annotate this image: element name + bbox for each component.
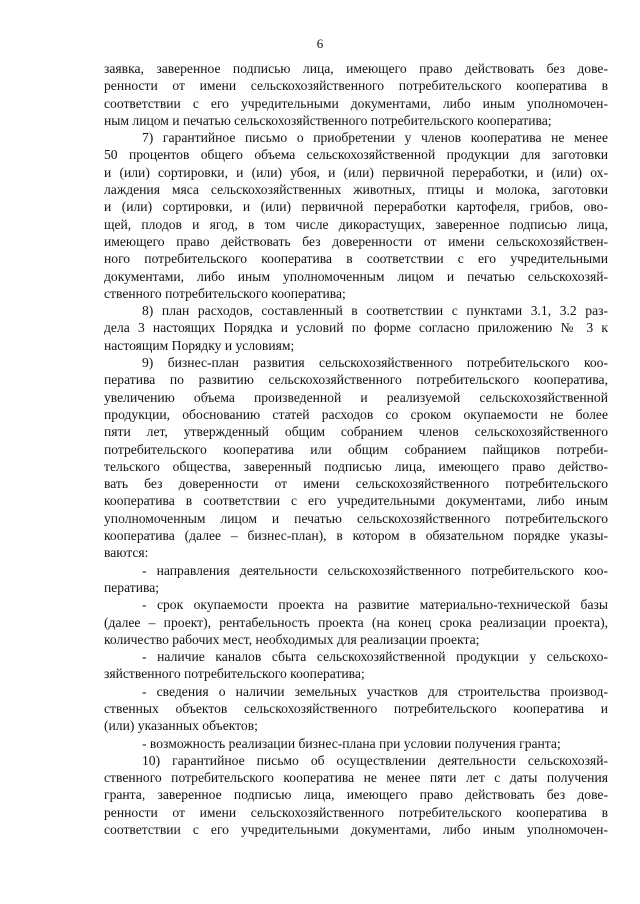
text-line: заявка, заверенное подписью лица, имеющего право действовать без дове-: [104, 61, 608, 76]
text-line: ственного потребительского кооператива;: [104, 285, 346, 301]
text-line: дела 3 настоящих Порядка и условий по форме согласно приложению № 3 к: [104, 320, 608, 336]
text-line: гранта, заверенное подписью лица, имеющего право действовать без дове-: [104, 787, 608, 803]
text-line: увеличению объема произведенной и реализуемой сельскохозяйственной: [104, 389, 608, 405]
text-line: - наличие каналов сбыта сельскохозяйственной продукции у сельскохо-: [142, 649, 608, 665]
text-line: 9) бизнес-план развития сельскохозяйственного потребительского коо-: [142, 355, 608, 371]
text-line: щей, плодов и ягод, в том числе дикорастущих, заверенное подписью лица,: [104, 216, 608, 232]
text-line: ператива;: [104, 579, 160, 595]
text-line: ваются:: [104, 545, 149, 561]
text-line: ственного потребительского кооператива не менее пяти лет с даты получения: [104, 770, 608, 786]
text-line: ператива по развитию сельскохозяйственного потребительского кооператива,: [104, 372, 608, 388]
text-line: зяйственного потребительского кооператива;: [104, 666, 365, 682]
text-line: ного потребительского кооператива в соответствии с его учредительными: [104, 251, 608, 267]
text-line: ным лицом и печатью сельскохозяйственного потребительского кооператива;: [104, 112, 552, 128]
text-line: уполномоченным лицом и печатью сельскохозяйственного потребительского: [104, 510, 608, 526]
text-line: соответствии с его учредительными документами, либо иным уполномочен-: [104, 95, 608, 111]
text-line: лаждения мяса сельскохозяйственных животных, птицы и молока, заготовки: [104, 182, 608, 198]
text-line: 7) гарантийное письмо о приобретении у членов кооператива не менее: [142, 130, 608, 146]
text-line: - направления деятельности сельскохозяйственного потребительского коо-: [142, 562, 608, 578]
text-line: количество рабочих мест, необходимых для реализации проекта;: [104, 631, 480, 647]
text-line: тельского общества, заверенный подписью лица, имеющего право действо-: [104, 458, 608, 474]
text-line: соответствии с его учредительными документами, либо иным уполномочен-: [104, 822, 608, 838]
text-line: (далее – проект), рентабельность проекта (на конец срока реализации проекта),: [104, 614, 608, 630]
text-line: ренности от имени сельскохозяйственного потребительского кооператива в: [104, 78, 608, 94]
text-line: кооператива (далее – бизнес-план), в котором в обязательном порядке указы-: [104, 528, 608, 544]
text-line: и (или) сортировки, и (или) убоя, и (или) первичной переработки, и (или) ох-: [104, 164, 608, 180]
text-line: ственных объектов сельскохозяйственного потребительского кооператива и: [104, 700, 608, 716]
text-line: вать без доверенности от имени сельскохозяйственного потребительского: [104, 476, 608, 492]
page-number: 6: [316, 36, 324, 51]
text-line: настоящим Порядку и условиям;: [104, 337, 295, 353]
text-line: потребительского кооператива или общим собранием пайщиков потреби-: [104, 441, 608, 457]
text-line: - сведения о наличии земельных участков для строительства производ-: [142, 683, 608, 699]
text-line: - срок окупаемости проекта на развитие материально-технической базы: [142, 597, 608, 613]
text-line: пяти лет, утвержденный общим собранием членов сельскохозяйственного: [104, 424, 608, 440]
text-line: кооператива в соответствии с его учредительными документами, либо иным: [104, 493, 608, 509]
text-line: имеющего право действовать без доверенности от имени сельскохозяйствен-: [104, 233, 608, 249]
text-line: 8) план расходов, составленный в соответствии с пунктами 3.1, 3.2 раз-: [142, 303, 608, 319]
text-line: 50 процентов общего объема сельскохозяйственной продукции для заготовки: [104, 147, 608, 163]
text-line: 10) гарантийное письмо об осуществлении деятельности сельскохозяй-: [142, 752, 608, 768]
text-line: документами, либо иным уполномоченным лицом и печатью сельскохозяй-: [104, 268, 608, 284]
text-line: - возможность реализации бизнес-плана при условии получения гранта;: [142, 735, 561, 751]
text-line: продукции, обоснованию статей расходов со сроком окупаемости не более: [104, 406, 608, 422]
text-line: ренности от имени сельскохозяйственного потребительского кооператива в: [104, 804, 608, 820]
text-line: и (или) сортировки, и (или) первичной переработки картофеля, грибов, ово-: [104, 199, 608, 215]
body-text: [104, 60, 608, 838]
text-line: (или) указанных объектов;: [104, 718, 258, 734]
